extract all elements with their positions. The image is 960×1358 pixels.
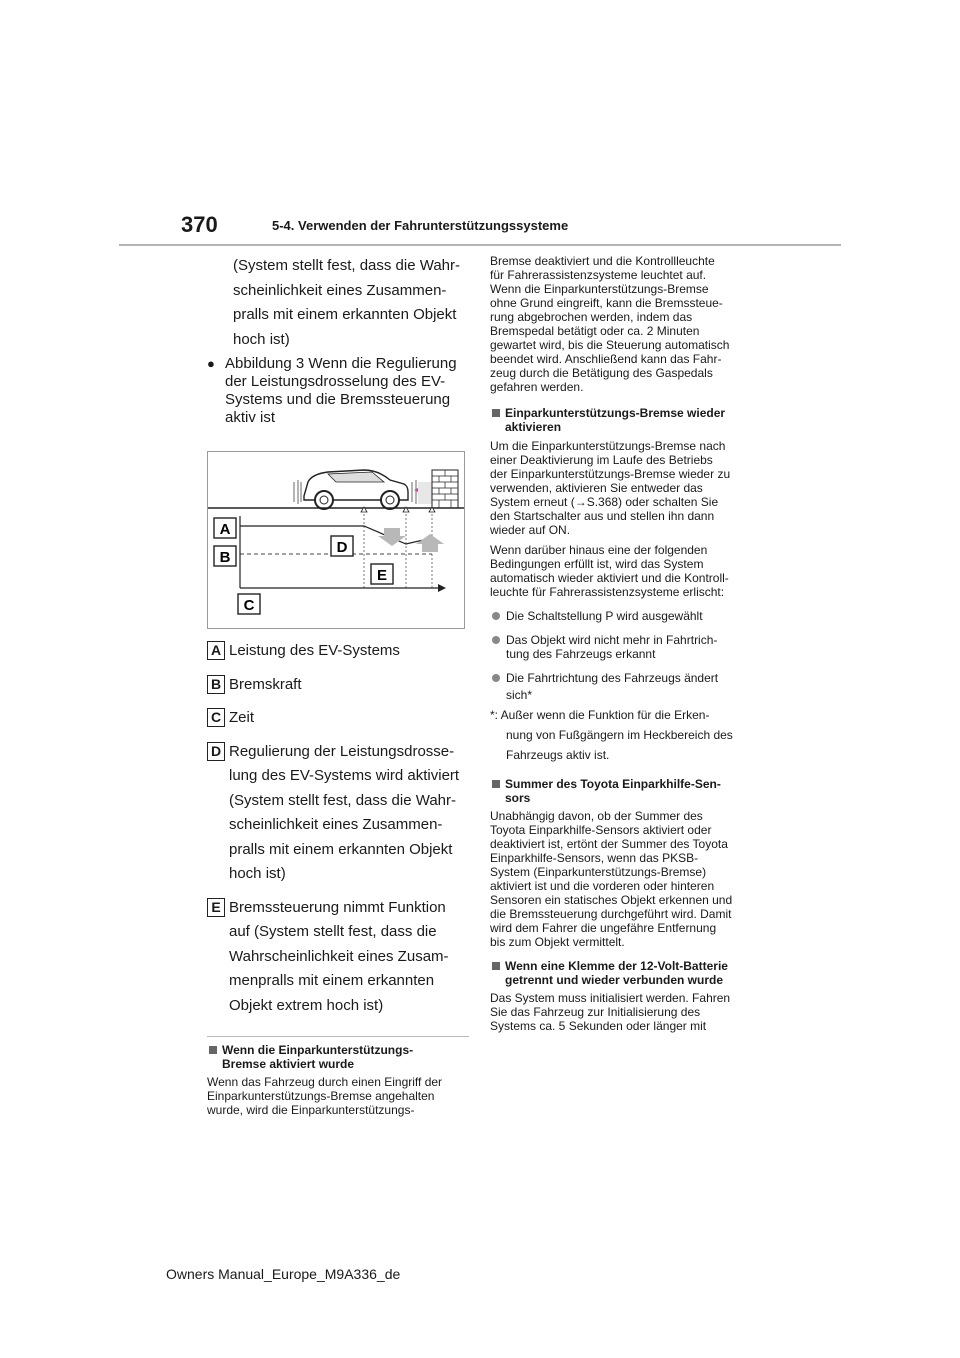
- legend-key: D: [207, 742, 225, 761]
- legend-key: C: [207, 708, 225, 727]
- text-line: (System stellt fest, dass die Wahr-: [229, 791, 457, 809]
- text-line: Bremse aktiviert wurde: [222, 1057, 355, 1071]
- heading-buzzer: [490, 777, 752, 805]
- text-line: System (Einparkunterstützungs-Bremse): [490, 865, 707, 879]
- text-line: Fahrzeugs aktiv ist.: [506, 748, 610, 762]
- footnote: [490, 705, 752, 765]
- text-line: aktivieren: [505, 420, 562, 434]
- text-line: System erneut (→S.368) oder schalten Sie: [490, 495, 719, 509]
- bullet-dot-icon: [492, 636, 500, 644]
- text-line: hoch ist): [233, 330, 290, 348]
- page-number: 370: [181, 212, 218, 237]
- legend-item-a: [207, 639, 469, 664]
- text-line: nung von Fußgängern im Heckbereich des: [506, 728, 733, 742]
- legend-item-b: [207, 673, 469, 698]
- text-line: wird dem Fahrer die ungefähre Entfernung: [490, 921, 717, 935]
- text-line: Das Objekt wird nicht mehr in Fahrtrich-: [506, 633, 718, 647]
- text-line: der Einparkunterstützungs-Bremse wieder zu: [490, 467, 731, 481]
- text-line: lung des EV-Systems wird aktiviert: [229, 767, 460, 784]
- text-line: Einparkhilfe-Sensors, wenn das PKSB-: [490, 851, 699, 865]
- bullet-dot-icon: ●: [207, 356, 215, 371]
- fig-label-c: C: [243, 597, 255, 614]
- text-line: aktiviert ist und die vorderen oder hinteren: [490, 879, 715, 893]
- bullet-dot-icon: [492, 674, 500, 682]
- text-line: automatisch wieder aktiviert und die Kontroll-: [490, 571, 729, 585]
- text-line: Wenn darüber hinaus eine der folgenden: [490, 543, 708, 557]
- legend-text: Leistung des EV-Systems: [229, 642, 400, 659]
- text-line: *: Außer wenn die Funktion für die Erken-: [490, 708, 710, 722]
- text-line: Wenn das Fahrzeug durch einen Eingriff der: [207, 1075, 443, 1089]
- paragraph: [490, 439, 752, 537]
- figure-svg: [208, 452, 464, 628]
- figure-bullet: [207, 355, 469, 427]
- text-line: den Startschalter aus und stellen ihn dann: [490, 509, 715, 523]
- legend-text: Bremssteuerung nimmt Funktion: [229, 898, 446, 916]
- legend-key: A: [207, 641, 225, 660]
- text-line: Objekt extrem hoch ist): [229, 996, 384, 1014]
- text-line: der Leistungsdrosselung des EV-: [225, 373, 446, 390]
- text-line: menpralls mit einem erkannten: [229, 972, 435, 989]
- section-title: 5-4. Verwenden der Fahrunterstützungssysteme: [272, 218, 569, 233]
- legend-text: Bremskraft: [229, 675, 302, 693]
- text-line: Einparkunterstützungs-Bremse wieder: [505, 406, 726, 420]
- legend-text: Zeit: [229, 709, 255, 726]
- text-line: sors: [505, 791, 531, 805]
- text-line: sich*: [506, 688, 533, 702]
- bullet-dot-icon: [492, 612, 500, 620]
- text-line: wurde, wird die Einparkunterstützungs-: [207, 1103, 415, 1117]
- paragraph: [207, 1075, 469, 1117]
- text-line: Bedingungen erfüllt ist, wird das System: [490, 557, 704, 571]
- heading-battery: [490, 959, 752, 987]
- legend-d-continued: [207, 764, 469, 887]
- text-line: rung abgebrochen werden, indem das: [490, 310, 693, 324]
- paragraph: [490, 543, 752, 599]
- right-column: [490, 254, 752, 1033]
- fig-label-b: B: [219, 549, 231, 566]
- figure-illustration: [207, 451, 465, 629]
- text-line: Das System muss initialisiert werden. Fahren: [490, 991, 731, 1005]
- text-line: (System stellt fest, dass die Wahr-: [233, 257, 461, 274]
- car-illustration: [294, 470, 440, 509]
- text-line: deaktiviert ist, ertönt der Summer des Toyota: [490, 837, 728, 851]
- text-line: scheinlichkeit eines Zusammen-: [229, 816, 443, 833]
- text-line: pralls mit einem erkannten Objekt: [229, 840, 453, 858]
- text-line: Wenn eine Klemme der 12-Volt-Batterie: [505, 959, 728, 973]
- text-line: Sensoren ein statisches Objekt erkennen und: [490, 893, 733, 907]
- text-line: Um die Einparkunterstützungs-Bremse nach: [490, 439, 726, 453]
- text-line: Die Schaltstellung P wird ausgewählt: [506, 609, 703, 623]
- up-arrow-icon: [416, 534, 444, 552]
- text-line: Systems ca. 5 Sekunden oder länger mit: [490, 1019, 707, 1033]
- text-line: Toyota Einparkhilfe-Sensors aktiviert oder: [490, 823, 712, 837]
- continued-text: [207, 254, 469, 352]
- legend-key: B: [207, 675, 225, 694]
- text-line: scheinlichkeit eines Zusammen-: [233, 281, 447, 299]
- square-bullet-icon: [492, 409, 500, 417]
- heading-parking-brake-activated: [207, 1043, 469, 1071]
- text-line: Einparkunterstützungs-Bremse angehalten: [207, 1089, 435, 1103]
- text-line: Systems und die Bremssteuerung: [225, 391, 451, 408]
- text-line: ohne Grund eingreift, kann die Bremssteue-: [490, 296, 723, 310]
- fig-label-d: D: [336, 539, 348, 556]
- text-line: Unabhängig davon, ob der Summer des: [490, 809, 703, 823]
- square-bullet-icon: [209, 1046, 217, 1054]
- text-line: tung des Fahrzeugs erkannt: [506, 647, 656, 661]
- left-column: [207, 254, 469, 1117]
- legend-item-d: [207, 740, 469, 765]
- fig-label-a: A: [219, 521, 231, 538]
- text-line: Sie das Fahrzeug zur Initialisierung des: [490, 1005, 701, 1019]
- list-item: [490, 609, 752, 623]
- text-line: verwenden, aktivieren Sie entweder das: [490, 481, 703, 495]
- text-line: Abbildung 3 Wenn die Regulierung: [225, 355, 457, 372]
- text-line: leuchte für Fahrerassistenzsysteme erlischt:: [490, 585, 725, 599]
- text-line: Summer des Toyota Einparkhilfe-Sen-: [505, 777, 721, 791]
- brick-wall: [432, 470, 458, 508]
- square-bullet-icon: [492, 962, 500, 970]
- divider: [207, 1036, 469, 1037]
- text-line: wieder auf ON.: [490, 523, 571, 537]
- legend-key: E: [207, 898, 225, 917]
- footer-doc-id: Owners Manual_Europe_M9A336_de: [166, 1266, 401, 1282]
- text-line: auf (System stellt fest, dass die: [229, 923, 437, 940]
- text-line: pralls mit einem erkannten Objekt: [233, 306, 457, 323]
- heading-reactivate: [490, 406, 752, 434]
- text-line: beendet wird. Anschließend kann das Fahr-: [490, 352, 722, 366]
- square-bullet-icon: [492, 780, 500, 788]
- text-line: Wahrscheinlichkeit eines Zusam-: [229, 947, 449, 965]
- text-line: Die Fahrtrichtung des Fahrzeugs ändert: [506, 671, 719, 685]
- paragraph: [490, 991, 752, 1033]
- fig-label-e: E: [376, 567, 388, 584]
- list-item: [490, 633, 752, 661]
- text-line: bis zum Objekt vermittelt.: [490, 935, 625, 949]
- legend-e-continued: [207, 920, 469, 1018]
- down-arrow-icon: [378, 528, 406, 546]
- text-line: aktiv ist: [225, 409, 276, 426]
- legend-item-c: [207, 706, 469, 731]
- list-item: [490, 671, 752, 705]
- text-line: Wenn die Einparkunterstützungs-Bremse: [490, 282, 709, 296]
- text-line: zeug durch die Betätigung des Gaspedals: [490, 366, 713, 380]
- paragraph: [490, 809, 752, 949]
- legend-text: Regulierung der Leistungsdrosse-: [229, 742, 455, 760]
- text-line: gefahren werden.: [490, 380, 584, 394]
- header-rule: [119, 244, 841, 246]
- text-line: die Bremssteuerung durchgeführt wird. Damit: [490, 907, 732, 921]
- text-line: getrennt und wieder verbunden wurde: [505, 973, 724, 987]
- text-line: Bremse deaktiviert und die Kontrollleuchte: [490, 254, 715, 268]
- text-line: hoch ist): [229, 865, 286, 882]
- text-line: gewartet wird, bis die Steuerung automatisch: [490, 338, 730, 352]
- text-line: für Fahrerassistenzsysteme leuchtet auf.: [490, 268, 707, 282]
- text-line: Wenn die Einparkunterstützungs-: [222, 1043, 414, 1057]
- text-line: einer Deaktivierung im Laufe des Betriebs: [490, 453, 713, 467]
- text-line: Bremspedal betätigt oder ca. 2 Minuten: [490, 324, 700, 338]
- legend-item-e: [207, 896, 469, 921]
- paragraph: [490, 254, 752, 394]
